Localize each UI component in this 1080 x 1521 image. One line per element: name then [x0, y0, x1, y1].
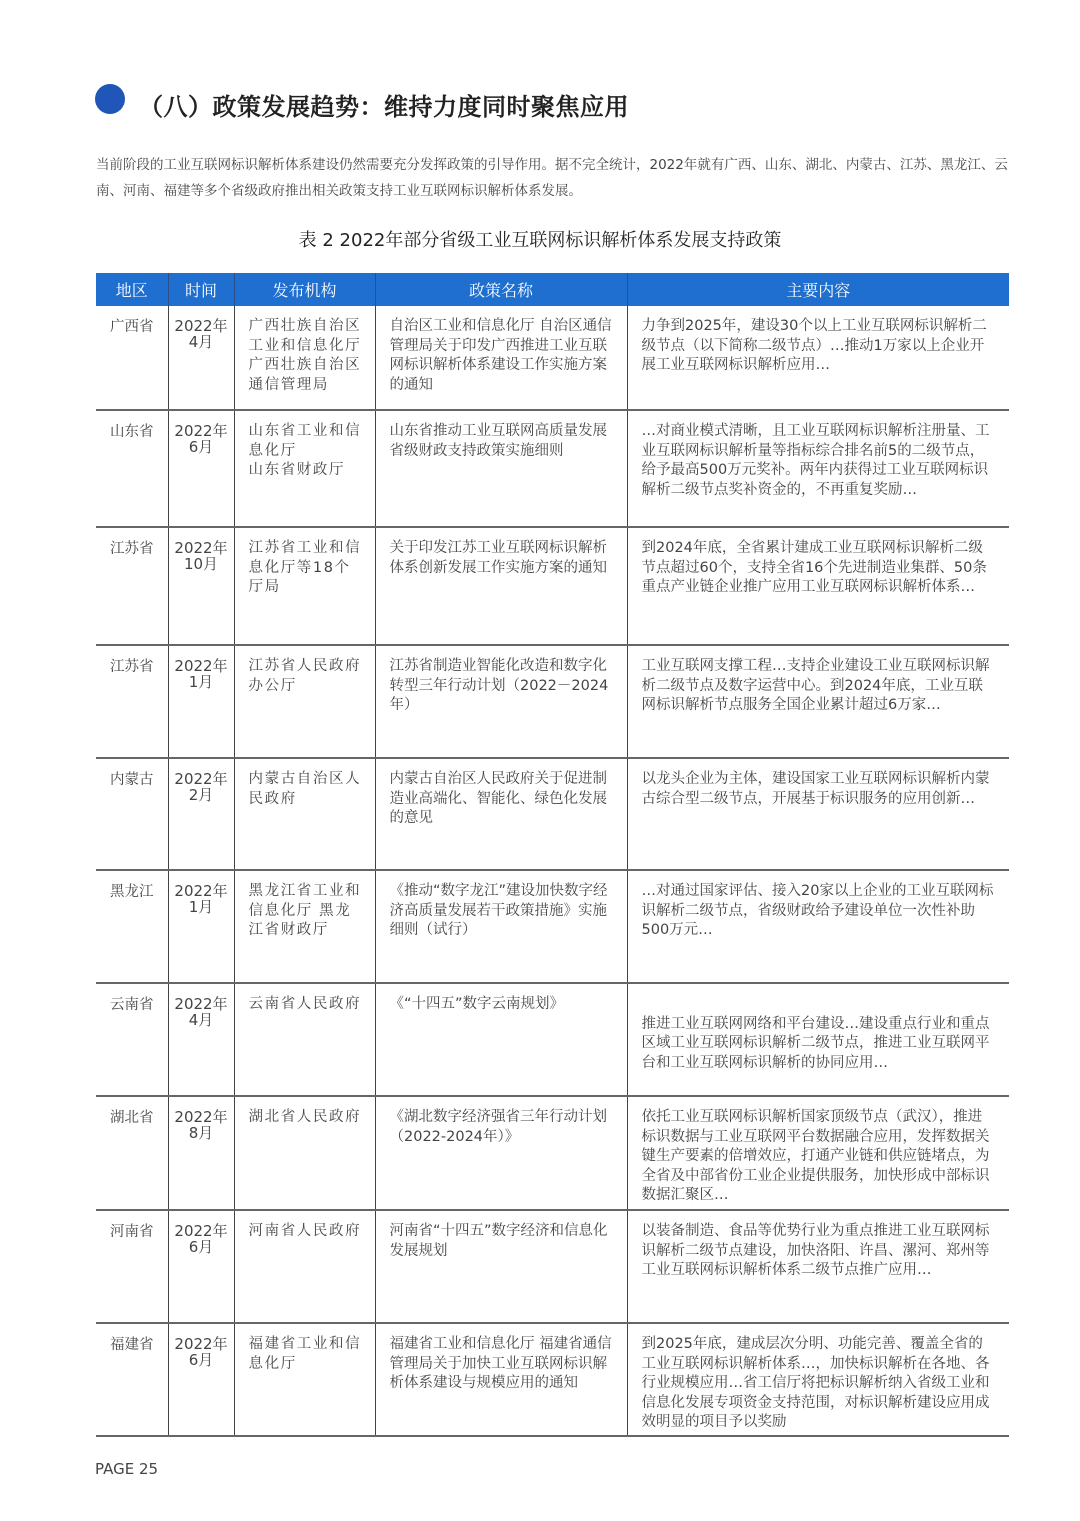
content-cell: …对商业模式清晰，且工业互联网标识解析注册量、工业互联网标识解析量等指标综合排名前5的二级节点，给予最高500万元奖补。两年内获得过工业互联网标识解析二级节点奖补资金的，不再重复奖励…	[627, 410, 1009, 527]
issuer-cell: 内蒙古自治区人民政府	[234, 758, 375, 870]
issuer-cell: 黑龙江省工业和信息化厅 黑龙江省财政厅	[234, 870, 375, 983]
table-row	[96, 645, 1009, 758]
time-cell: 2022年 6月	[168, 1210, 234, 1323]
policy-table	[96, 273, 1009, 1437]
time-cell: 2022年 8月	[168, 1096, 234, 1210]
region-cell: 黑龙江	[96, 870, 168, 983]
issuer-cell: 广西壮族自治区工业和信息化厅广西壮族自治区通信管理局	[234, 306, 375, 410]
column-header-policy: 政策名称	[375, 273, 627, 306]
policy-name-cell: 《湖北数字经济强省三年行动计划（2022-2024年）》	[375, 1096, 627, 1210]
table-row	[96, 527, 1009, 645]
table-row	[96, 1096, 1009, 1210]
intro-paragraph: 当前阶段的工业互联网标识解析体系建设仍然需要充分发挥政策的引导作用。据不完全统计，2022年就有广西、山东、湖北、内蒙古、江苏、黑龙江、云南、河南、福建等多个省级政府推出相关政策支持工业互联网标识解析体系发展。	[96, 157, 1008, 199]
time-cell: 2022年 6月	[168, 1323, 234, 1436]
policy-name-cell: 内蒙古自治区人民政府关于促进制造业高端化、智能化、绿色化发展的意见	[375, 758, 627, 870]
table-row	[96, 410, 1009, 527]
policy-name-cell: 自治区工业和信息化厅 自治区通信管理局关于印发广西推进工业互联网标识解析体系建设工作实施方案的通知	[375, 306, 627, 410]
issuer-cell: 云南省人民政府	[234, 983, 375, 1096]
column-header-issuer: 发布机构	[234, 273, 375, 306]
time-cell: 2022年 4月	[168, 306, 234, 410]
table-row	[96, 1323, 1009, 1436]
column-header-content: 主要内容	[627, 273, 1009, 306]
policy-name-cell: 江苏省制造业智能化改造和数字化转型三年行动计划（2022－2024年）	[375, 645, 627, 758]
issuer-cell: 湖北省人民政府	[234, 1096, 375, 1210]
table-header-row	[96, 273, 1009, 306]
region-cell: 湖北省	[96, 1096, 168, 1210]
content-cell: 到2025年底，建成层次分明、功能完善、覆盖全省的工业互联网标识解析体系…，加快标识解析在各地、各行业规模应用…省工信厅将把标识解析纳入省级工业和信息化发展专项资金支持范围，对标识解析建设应用成效明显的项目予以奖励	[627, 1323, 1009, 1436]
issuer-cell: 江苏省人民政府办公厅	[234, 645, 375, 758]
time-cell: 2022年 1月	[168, 870, 234, 983]
time-cell: 2022年 2月	[168, 758, 234, 870]
region-cell: 云南省	[96, 983, 168, 1096]
table-row	[96, 758, 1009, 870]
issuer-cell: 河南省人民政府	[234, 1210, 375, 1323]
table-row	[96, 983, 1009, 1096]
policy-name-cell: 《推动“数字龙江”建设加快数字经济高质量发展若干政策措施》实施细则（试行）	[375, 870, 627, 983]
content-cell: 到2024年底，全省累计建成工业互联网标识解析二级节点超过60个，支持全省16个先进制造业集群、50条重点产业链企业推广应用工业互联网标识解析体系…	[627, 527, 1009, 645]
content-cell: 力争到2025年，建设30个以上工业互联网标识解析二级节点（以下简称二级节点）…推动1万家以上企业开展工业互联网标识解析应用…	[627, 306, 1009, 410]
section-title: （八）政策发展趋势：维持力度同时聚焦应用	[139, 92, 629, 121]
issuer-cell: 山东省工业和信息化厅 山东省财政厅	[234, 410, 375, 527]
policy-name-cell: 关于印发江苏工业互联网标识解析体系创新发展工作实施方案的通知	[375, 527, 627, 645]
policy-name-cell: 山东省推动工业互联网高质量发展省级财政支持政策实施细则	[375, 410, 627, 527]
region-cell: 江苏省	[96, 645, 168, 758]
section-bullet-icon	[95, 84, 131, 124]
policy-name-cell: 《“十四五”数字云南规划》	[375, 983, 627, 1096]
region-cell: 福建省	[96, 1323, 168, 1436]
page-number: PAGE 25	[95, 1460, 159, 1478]
column-header-region: 地区	[96, 273, 168, 306]
content-cell: 以装备制造、食品等优势行业为重点推进工业互联网标识解析二级节点建设，加快洛阳、许昌、漯河、郑州等工业互联网标识解析体系二级节点推广应用…	[627, 1210, 1009, 1323]
content-cell: 工业互联网支撑工程…支持企业建设工业互联网标识解析二级节点及数字运营中心。到2024年底，工业互联网标识解析节点服务全国企业累计超过6万家…	[627, 645, 1009, 758]
region-cell: 山东省	[96, 410, 168, 527]
region-cell: 河南省	[96, 1210, 168, 1323]
region-cell: 广西省	[96, 306, 168, 410]
policy-name-cell: 福建省工业和信息化厅 福建省通信管理局关于加快工业互联网标识解析体系建设与规模应用的通知	[375, 1323, 627, 1436]
issuer-cell: 福建省工业和信息化厅	[234, 1323, 375, 1436]
table-row	[96, 306, 1009, 410]
issuer-cell: 江苏省工业和信息化厅等18个厅局	[234, 527, 375, 645]
table-row	[96, 870, 1009, 983]
table-caption: 表 2 2022年部分省级工业互联网标识解析体系发展支持政策	[298, 230, 782, 251]
time-cell: 2022年 1月	[168, 645, 234, 758]
time-cell: 2022年 10月	[168, 527, 234, 645]
region-cell: 江苏省	[96, 527, 168, 645]
content-cell: 推进工业互联网网络和平台建设…建设重点行业和重点区域工业互联网标识解析二级节点，推进工业互联网平台和工业互联网标识解析的协同应用…	[627, 983, 1009, 1096]
time-cell: 2022年 6月	[168, 410, 234, 527]
section-heading	[95, 84, 629, 124]
content-cell: …对通过国家评估、接入20家以上企业的工业互联网标识解析二级节点，省级财政给予建设单位一次性补助500万元…	[627, 870, 1009, 983]
content-cell: 以龙头企业为主体，建设国家工业互联网标识解析内蒙古综合型二级节点，开展基于标识服务的应用创新…	[627, 758, 1009, 870]
region-cell: 内蒙古	[96, 758, 168, 870]
policy-name-cell: 河南省“十四五”数字经济和信息化发展规划	[375, 1210, 627, 1323]
time-cell: 2022年 4月	[168, 983, 234, 1096]
content-cell: 依托工业互联网标识解析国家顶级节点（武汉），推进标识数据与工业互联网平台数据融合应用，发挥数据关键生产要素的倍增效应，打通产业链和供应链堵点，为全省及中部省份工业企业提供服务，加快形成中部标识数据汇聚区…	[627, 1096, 1009, 1210]
column-header-time: 时间	[168, 273, 234, 306]
table-row	[96, 1210, 1009, 1323]
